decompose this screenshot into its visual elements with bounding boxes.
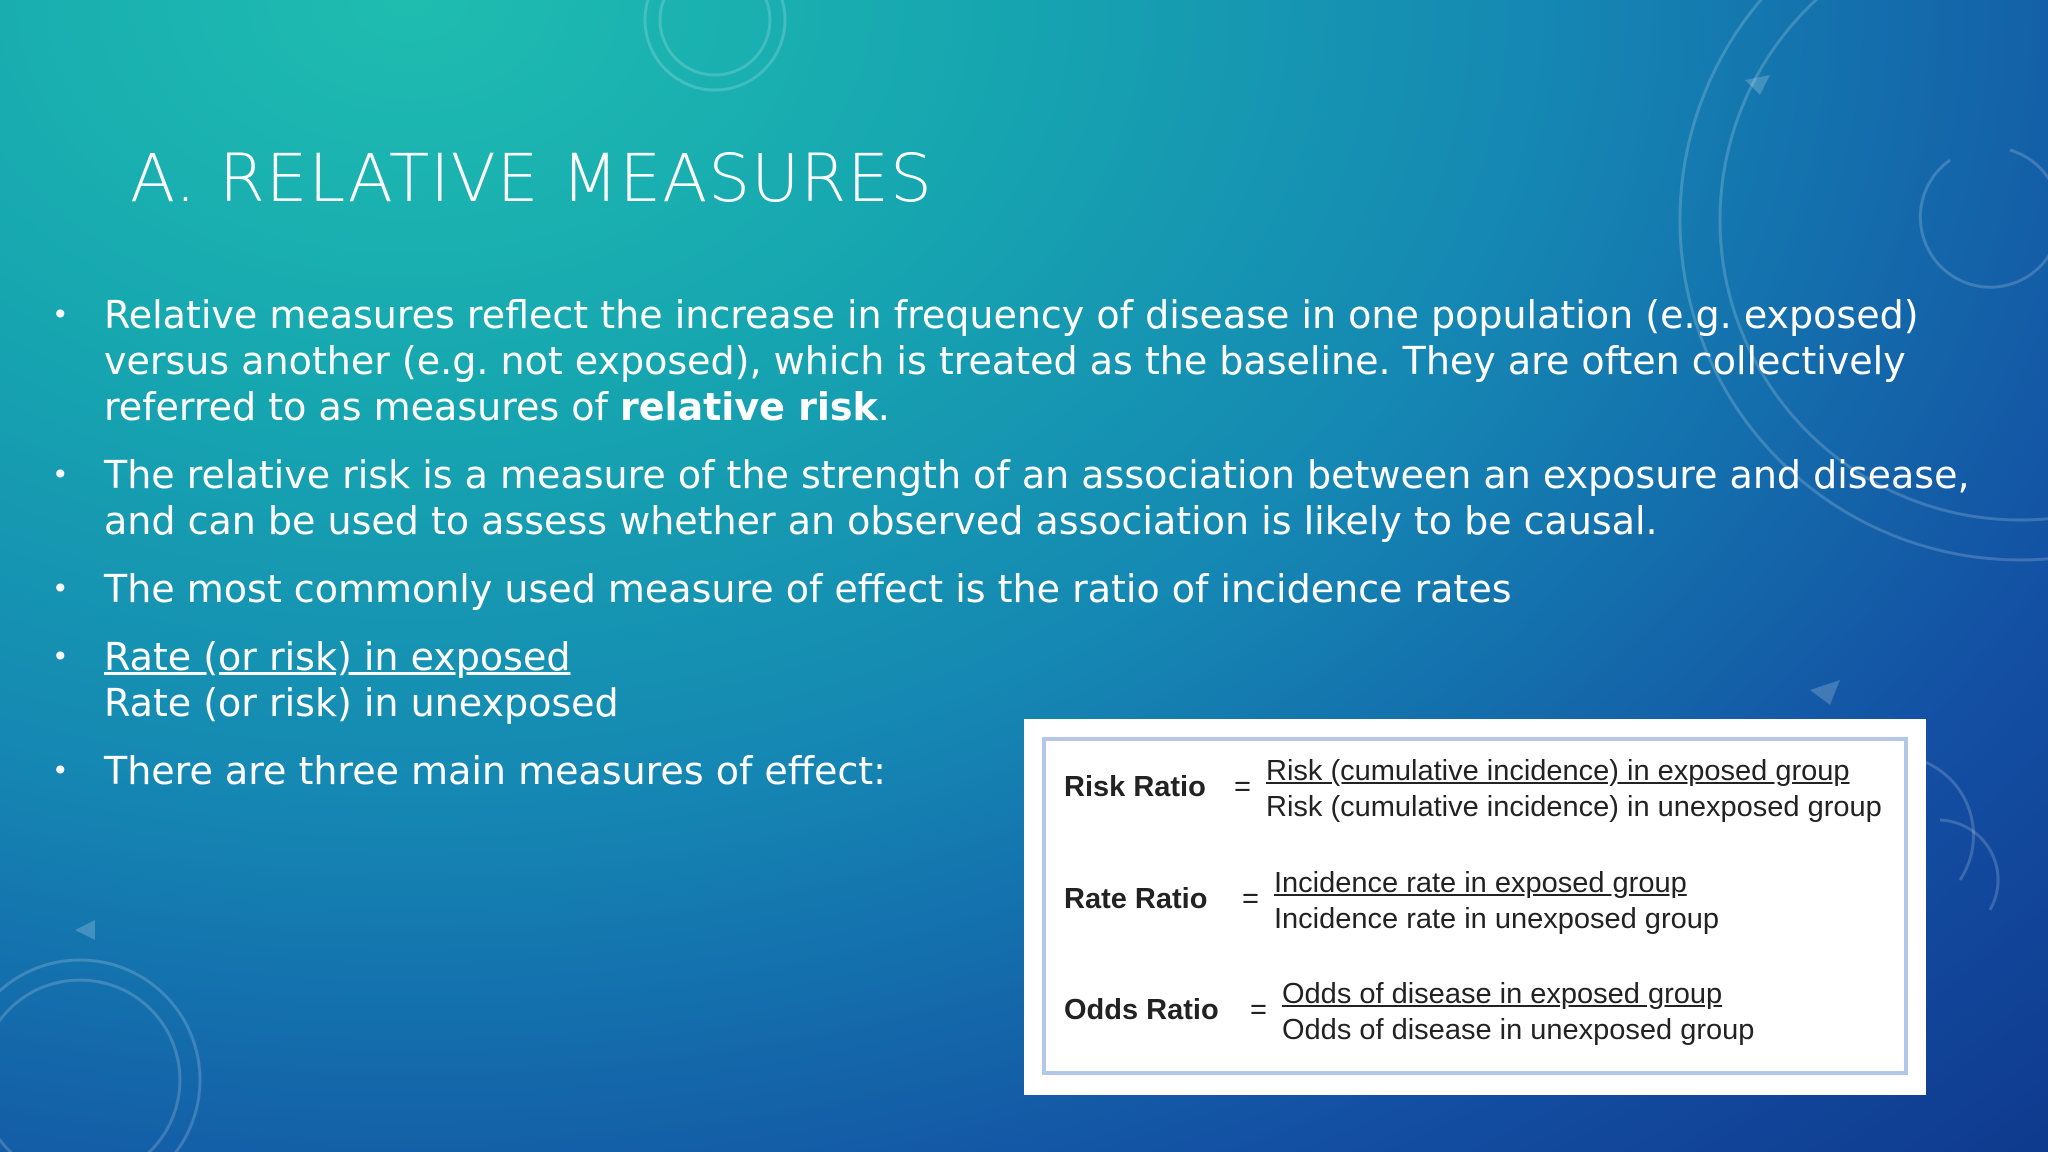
formula-denominator: Risk (cumulative incidence) in unexposed group xyxy=(1266,791,1882,823)
bullet-text: The relative risk is a measure of the strength of an association between an exposure and disease, and can be used to assess whether an observed association is likely to be causal. xyxy=(104,453,1970,543)
formula-image xyxy=(1024,719,1926,1095)
bullet-text: The most commonly used measure of effect is the ratio of incidence rates xyxy=(104,567,1512,611)
bullet-item-common-measure xyxy=(52,566,2012,612)
bullet-item-rate-fraction xyxy=(52,634,2012,726)
bullet-dot: • xyxy=(52,640,69,673)
equals-sign: = xyxy=(1242,883,1259,915)
bullet-text: There are three main measures of effect: xyxy=(104,749,886,793)
bullet-dot: • xyxy=(52,754,69,787)
equals-sign: = xyxy=(1250,994,1267,1026)
bullet-item-relative-measures xyxy=(52,292,2012,430)
equals-sign: = xyxy=(1234,771,1251,803)
formula-frame xyxy=(1042,737,1908,1075)
bullet-text: Relative measures reflect the increase in frequency of disease in one population (e.g. exposed) versus another (e.g. not exposed), which is treated as the baseline. They are often collectively referred to as measures of xyxy=(104,293,1919,429)
formula-denominator: Odds of disease in unexposed group xyxy=(1282,1014,1755,1046)
formula-fraction xyxy=(1274,865,1719,937)
formula-name: Risk Ratio xyxy=(1064,771,1206,803)
formula-name: Odds Ratio xyxy=(1064,994,1219,1026)
bullet-text-end: . xyxy=(877,385,890,429)
bullet-bold-term: relative risk xyxy=(619,385,878,429)
slide-title: A. RELATIVE MEASURES xyxy=(130,140,933,217)
fraction-numerator: Rate (or risk) in exposed xyxy=(104,635,571,679)
bullet-dot: • xyxy=(52,298,69,331)
formula-name: Rate Ratio xyxy=(1064,883,1208,915)
formula-numerator: Risk (cumulative incidence) in exposed group xyxy=(1266,755,1850,787)
bullet-dot: • xyxy=(52,458,69,491)
bullet-dot: • xyxy=(52,572,69,605)
formula-fraction xyxy=(1266,753,1882,825)
formula-denominator: Incidence rate in unexposed group xyxy=(1274,903,1719,935)
formula-numerator: Odds of disease in exposed group xyxy=(1282,978,1723,1010)
bullet-item-strength xyxy=(52,452,2012,544)
fraction-denominator: Rate (or risk) in unexposed xyxy=(104,681,619,725)
formula-numerator: Incidence rate in exposed group xyxy=(1274,867,1687,899)
formula-fraction xyxy=(1282,976,1754,1048)
